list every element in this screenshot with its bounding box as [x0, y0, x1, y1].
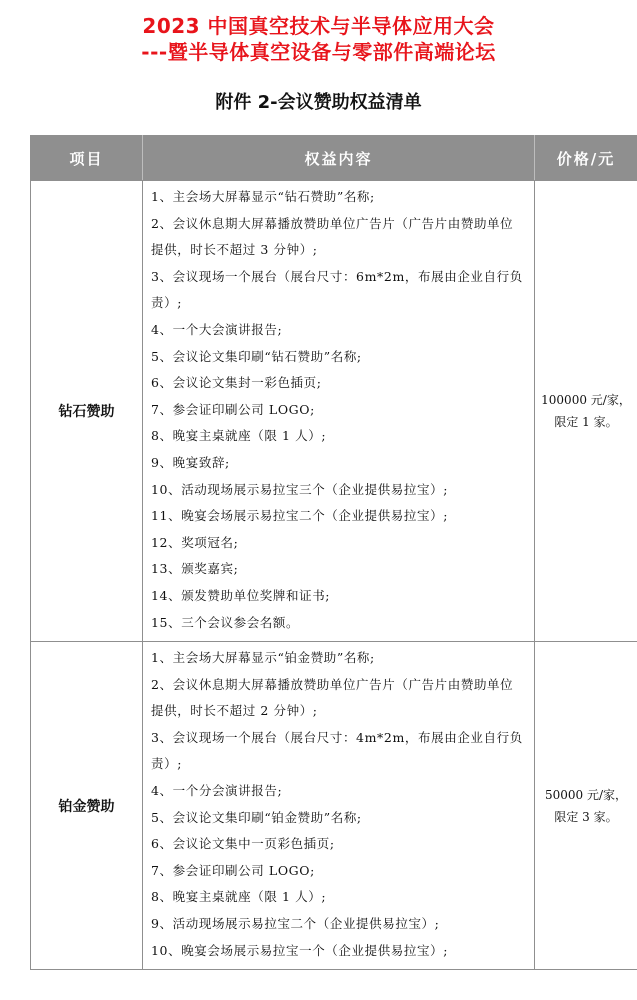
- row-name-diamond: 钻石赞助: [31, 181, 143, 642]
- list-item: 5、会议论文集印刷“铂金赞助”名称;: [151, 809, 362, 825]
- list-item: 15、三个会议参会名额。: [151, 614, 300, 630]
- list-item: 11、晚宴会场展示易拉宝二个（企业提供易拉宝）;: [151, 508, 449, 524]
- list-item: 7、参会证印刷公司 LOGO;: [151, 401, 315, 417]
- column-header-price: 价格/元: [535, 136, 637, 181]
- price-limit: 限定 3 家。: [554, 809, 618, 824]
- list-item: 9、晚宴致辞;: [151, 454, 230, 470]
- list-item: 13、颁奖嘉宾;: [151, 561, 239, 577]
- list-item: 2、会议休息期大屏幕播放赞助单位广告片（广告片由赞助单位提供，时长不超过 3 分钟）;: [151, 215, 514, 258]
- list-item: 12、奖项冠名;: [151, 534, 239, 550]
- list-item: 8、晚宴主桌就座（限 1 人）;: [151, 889, 327, 905]
- list-item: 10、活动现场展示易拉宝三个（企业提供易拉宝）;: [151, 481, 449, 497]
- price-diamond: [535, 181, 637, 642]
- document-subtitle: 附件 2-会议赞助权益清单: [215, 92, 422, 113]
- list-item: 3、会议现场一个展台（展台尺寸：6m*2m，布展由企业自行负责）;: [151, 268, 523, 311]
- list-item: 9、活动现场展示易拉宝二个（企业提供易拉宝）;: [151, 916, 440, 932]
- list-item: 14、颁发赞助单位奖牌和证书;: [151, 587, 331, 603]
- price-amount: 50000 元/家，: [544, 787, 628, 802]
- table-header-row: [31, 136, 637, 181]
- list-item: 6、会议论文集中一页彩色插页;: [151, 836, 335, 852]
- list-item: 6、会议论文集封一彩色插页;: [151, 375, 322, 391]
- list-item: 1、主会场大屏幕显示“钻石赞助”名称;: [151, 189, 375, 204]
- price-limit: 限定 1 家。: [554, 415, 618, 430]
- table-row-platinum: [31, 642, 637, 970]
- price-amount: 100000 元/家，: [541, 393, 631, 408]
- list-item: 10、晚宴会场展示易拉宝一个（企业提供易拉宝）;: [151, 942, 449, 958]
- list-item: 2、会议休息期大屏幕播放赞助单位广告片（广告片由赞助单位提供，时长不超过 2 分钟）;: [151, 676, 514, 719]
- row-name-platinum: 铂金赞助: [31, 642, 143, 970]
- list-item: 3、会议现场一个展台（展台尺寸：4m*2m，布展由企业自行负责）;: [151, 729, 523, 772]
- list-item: 4、一个分会演讲报告;: [151, 783, 283, 799]
- list-item: 8、晚宴主桌就座（限 1 人）;: [151, 428, 327, 444]
- sponsorship-table: [30, 135, 637, 970]
- list-item: 4、一个大会演讲报告;: [151, 321, 283, 337]
- document-title-line1: 2023 中国真空技术与半导体应用大会: [142, 14, 495, 38]
- price-platinum: [535, 642, 637, 970]
- document-title-line2: ---暨半导体真空设备与零部件高端论坛: [141, 40, 496, 64]
- list-item: 7、参会证印刷公司 LOGO;: [151, 862, 315, 878]
- column-header-content: 权益内容: [143, 136, 535, 181]
- benefit-list-diamond: [143, 181, 535, 642]
- list-item: 1、主会场大屏幕显示“铂金赞助”名称;: [151, 650, 375, 666]
- benefit-list-platinum: [143, 642, 535, 970]
- column-header-item: 项目: [31, 136, 143, 181]
- list-item: 5、会议论文集印刷“钻石赞助”名称;: [151, 348, 362, 364]
- table-row-diamond: [31, 181, 637, 642]
